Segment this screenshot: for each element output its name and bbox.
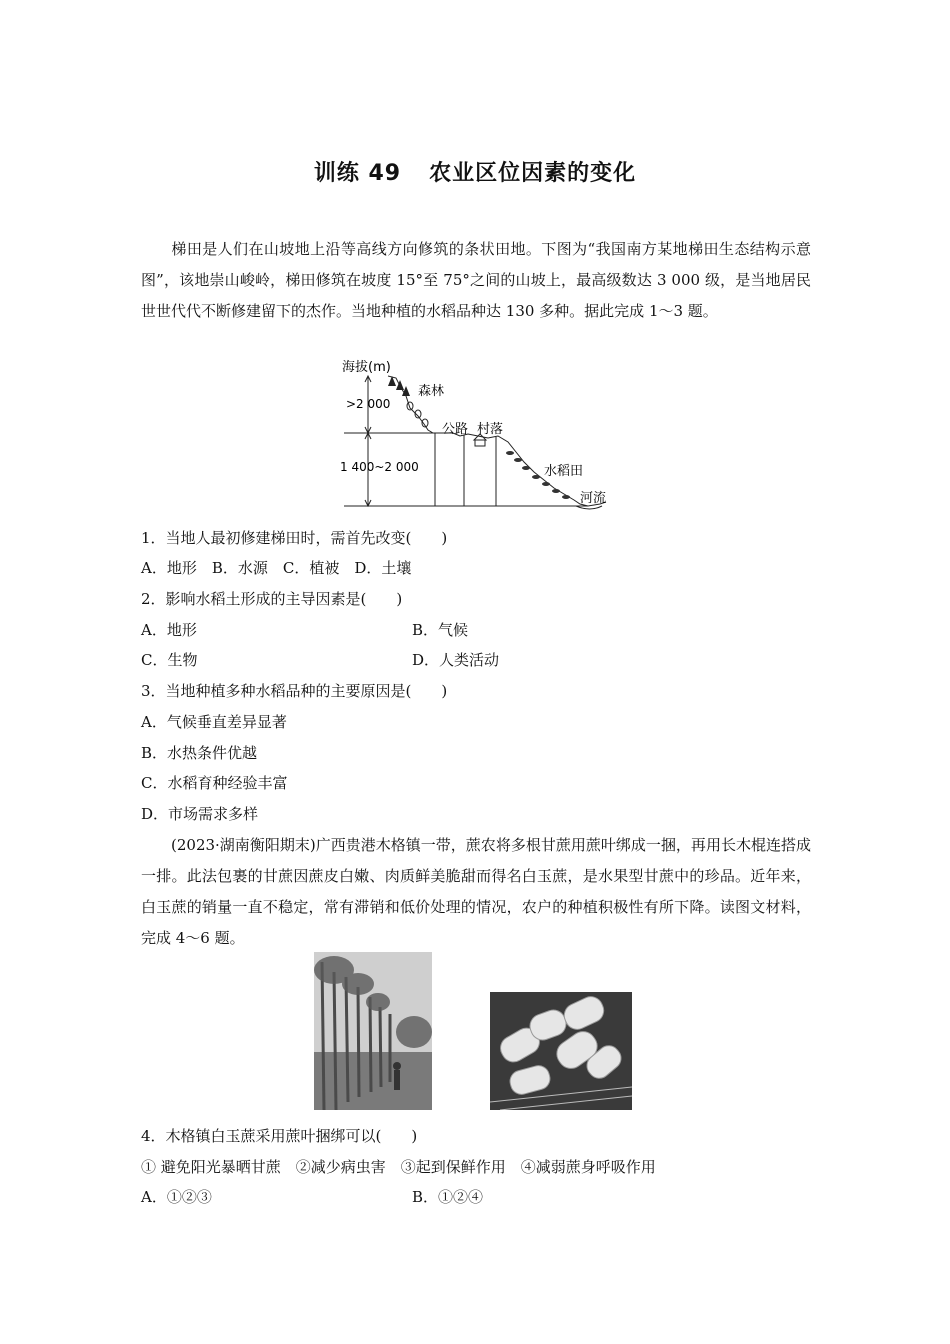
question-1-stem: 1．当地人最初修建梯田时，需首先改变( ) bbox=[141, 529, 448, 547]
question-1-options: A．地形 B．水源 C．植被 D．土壤 bbox=[141, 559, 412, 577]
river-label: 河流 bbox=[580, 491, 607, 506]
question-2-option-c: C．生物 bbox=[141, 651, 198, 669]
question-4-option-b: B．①②④ bbox=[412, 1188, 484, 1206]
sugarcane-field-photo bbox=[314, 952, 432, 1110]
question-3-option-d: D．市场需求多样 bbox=[141, 805, 259, 823]
lower-range-label: 1 400~2 000 bbox=[340, 460, 419, 474]
question-3-option-c: C．水稻育种经验丰富 bbox=[141, 774, 288, 792]
white-jade-sugarcane-photo bbox=[490, 992, 632, 1110]
question-2-option-d: D．人类活动 bbox=[412, 651, 500, 669]
question-3-stem: 3．当地种植多种水稻品种的主要原因是( ) bbox=[141, 682, 448, 700]
passage-sugarcane: (2023·湖南衡阳期末)广西贵港木格镇一带，蔗农将多根甘蔗用蔗叶绑成一捆，再用长木棍连搭成一排。此法包裹的甘蔗因蔗皮白嫩、肉质鲜美脆甜而得名白玉蔗，是水果型甘蔗中的珍品。近年来，白玉蔗的销量一直不稳定，常有滞销和低价处理的情况，农户的种植积极性有所下降。读图文材料，完成 4～6 题。 bbox=[141, 836, 811, 947]
question-3-option-b: B．水热条件优越 bbox=[141, 744, 258, 762]
terrace-diagram bbox=[338, 356, 638, 512]
question-4-option-a: A．①②③ bbox=[141, 1188, 212, 1206]
upper-range-label: >2 000 bbox=[346, 397, 391, 411]
paddy-label: 水稻田 bbox=[544, 464, 584, 479]
forest-label: 森林 bbox=[418, 384, 445, 399]
question-3-option-a: A．气候垂直差异显著 bbox=[141, 713, 287, 731]
road-label: 公路 bbox=[442, 422, 469, 437]
question-2-option-a: A．地形 bbox=[141, 621, 197, 639]
question-2-option-b: B．气候 bbox=[412, 621, 469, 639]
village-label: 村落 bbox=[477, 422, 504, 437]
question-2-stem: 2．影响水稻土形成的主导因素是( ) bbox=[141, 590, 403, 608]
passage-terraces: 梯田是人们在山坡地上沿等高线方向修筑的条状田地。下图为“我国南方某地梯田生态结构示意图”，该地崇山峻岭，梯田修筑在坡度 15°至 75°之间的山坡上，最高级数达 3 000 级，是当地居民世世代代不断修建留下的杰作。当地种植的水稻品种达 130 多种。据此完成 1～3 题。 bbox=[141, 240, 811, 320]
question-4-items: ① 避免阳光暴晒甘蔗 ②减少病虫害 ③起到保鲜作用 ④减弱蔗身呼吸作用 bbox=[141, 1158, 656, 1176]
question-4-stem: 4．木格镇白玉蔗采用蔗叶捆绑可以( ) bbox=[141, 1127, 418, 1145]
y-axis-label: 海拔(m) bbox=[342, 360, 391, 375]
page-title: 训练 49 农业区位因素的变化 bbox=[313, 161, 637, 186]
